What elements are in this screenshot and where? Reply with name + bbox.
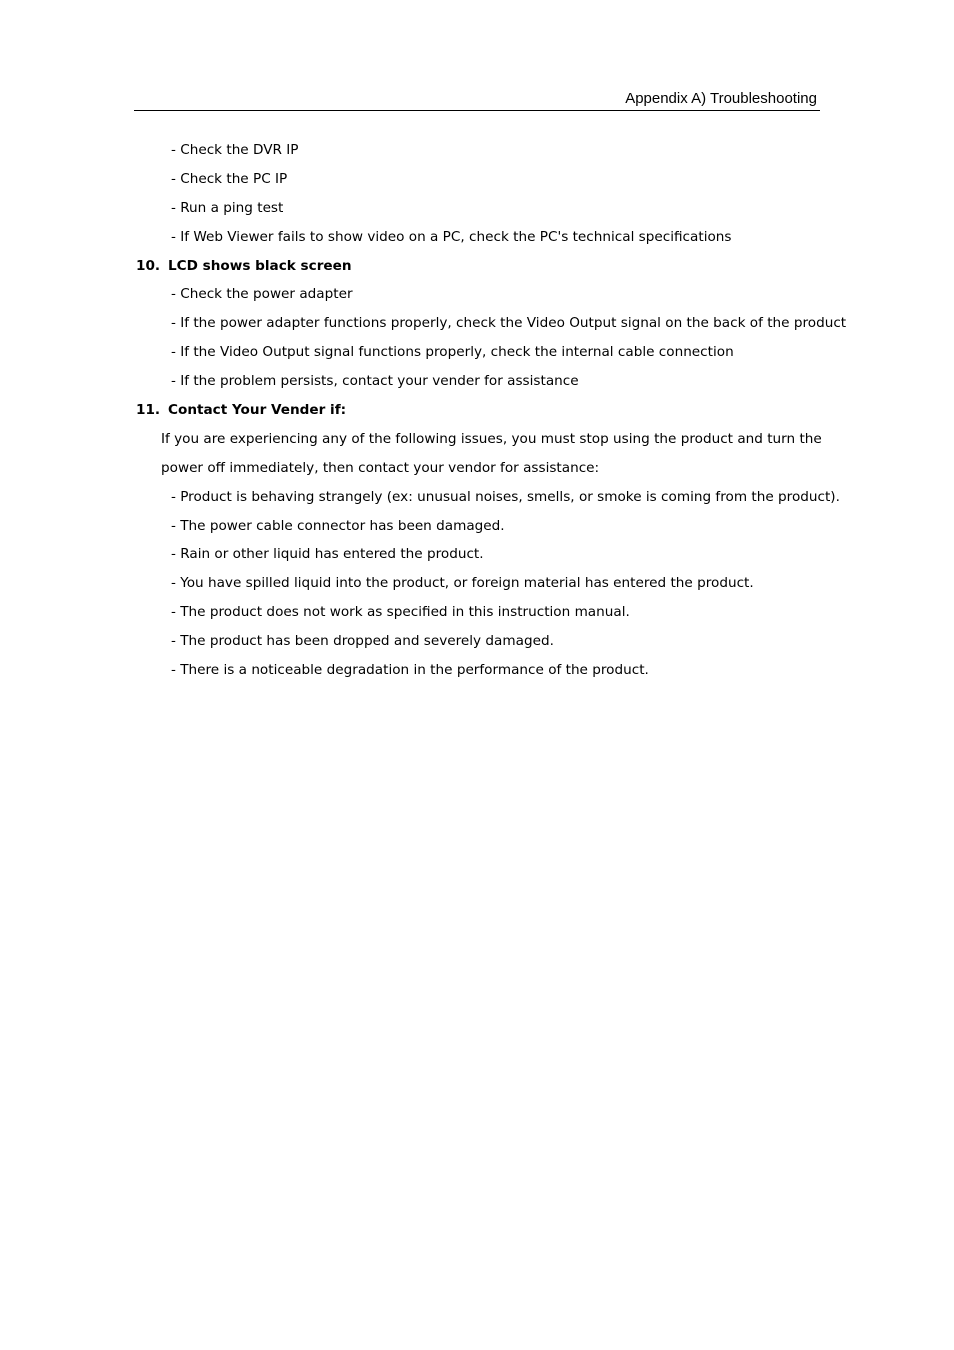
paragraph-line: power off immediately, then contact your vendor for assistance: [161, 459, 600, 476]
list-item: - The product has been dropped and severely damaged. [171, 633, 554, 650]
paragraph-line: If you are experiencing any of the following issues, you must stop using the product and turn the [161, 430, 822, 447]
list-item: - The power cable connector has been damaged. [171, 517, 505, 534]
list-item: - Check the DVR IP [171, 142, 299, 158]
list-item: - If the Video Output signal functions properly, check the internal cable connection [171, 344, 734, 361]
section-number: 11. [136, 402, 161, 419]
page-header-title: Appendix A) Troubleshooting [625, 90, 817, 107]
list-item: - There is a noticeable degradation in the performance of the product. [171, 662, 649, 679]
list-item: - Run a ping test [171, 199, 284, 216]
list-item: - Product is behaving strangely (ex: unusual noises, smells, or smoke is coming from the product). [171, 488, 840, 505]
list-item: - If Web Viewer fails to show video on a PC, check the PC's technical specifications [171, 228, 732, 245]
header-divider [134, 110, 820, 111]
section-heading-11 [0, 396, 954, 425]
list-item: - If the power adapter functions properly, check the Video Output signal on the back of the product [171, 315, 847, 332]
section-number: 10. [136, 257, 161, 274]
list-item: - Check the PC IP [171, 170, 288, 187]
list-item: - Check the power adapter [171, 286, 353, 303]
list-item: - You have spilled liquid into the product, or foreign material has entered the product. [171, 575, 754, 592]
list-item: - Rain or other liquid has entered the product. [171, 546, 484, 563]
document-body [0, 136, 954, 685]
section-title: Contact Your Vender if: [168, 402, 347, 419]
list-item: - The product does not work as specified in this instruction manual. [171, 604, 630, 621]
section-heading-10 [0, 252, 954, 281]
list-item: - If the problem persists, contact your vender for assistance [171, 373, 579, 390]
section-title: LCD shows black screen [168, 257, 352, 274]
